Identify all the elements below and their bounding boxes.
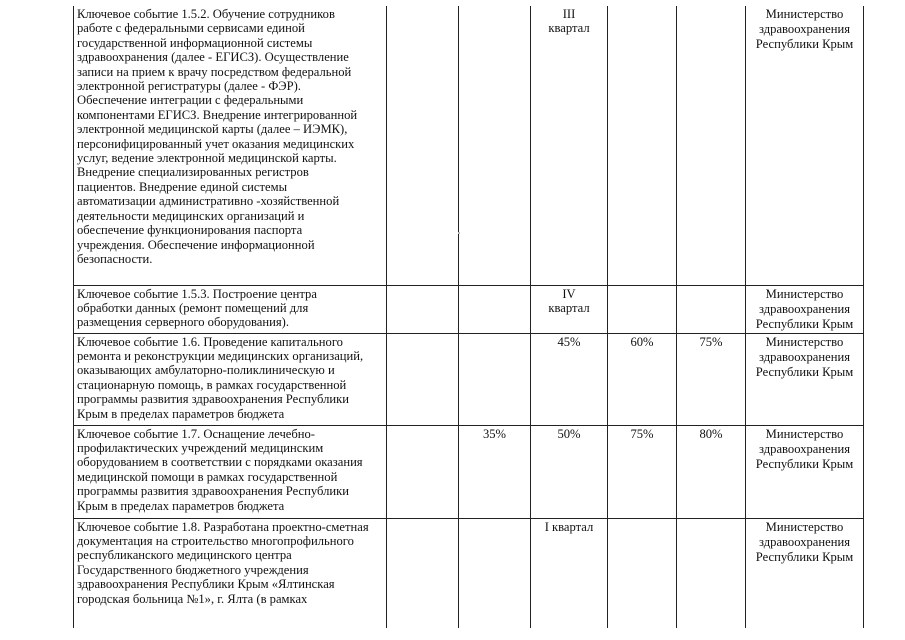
value-cell: III квартал: [531, 6, 608, 285]
table-row: [74, 285, 864, 333]
value-cell: 75%: [608, 425, 677, 518]
value-cell: [387, 518, 459, 628]
event-description: Ключевое событие 1.8. Разработана проектно-сметная документация на строительство многопрофильного республиканского медицинского центра Государственного бюджетного учреждения здравоохранения Республики Крым «Ялтинская городская больница №1», г. Ялта (в рамках: [74, 518, 387, 628]
event-description: Ключевое событие 1.5.2. Обучение сотрудников работе с федеральными сервисами единой государственной информационной системы здравоохранения (далее - ЕГИСЗ). Осуществление записи на прием к врачу посредством федеральной электронной регистратуры (далее - ФЭР). Обеспечение интеграции с федеральными компонентами ЕГИСЗ. Внедрение интегрированной электронной медицинской карты (далее – ИЭМК), персонифицированный учет оказания медицинских услуг, ведение электронной медицинской карты. Внедрение специализированных регистров пациентов. Внедрение единой системы автоматизации административно -хозяйственной деятельности медицинских организаций и обеспечение функционирования паспорта учреждения. Обеспечение информационной безопасности.: [74, 6, 387, 285]
value-cell: 80%: [677, 425, 746, 518]
value-cell: I квартал: [531, 518, 608, 628]
value-cell: [608, 6, 677, 285]
value-cell: [387, 333, 459, 425]
events-table: [73, 6, 864, 628]
executor-cell: Министерство здравоохранения Республики Крым: [746, 285, 864, 333]
value-cell: IV квартал: [531, 285, 608, 333]
value-cell: [677, 518, 746, 628]
value-cell: 45%: [531, 333, 608, 425]
value-cell: 75%: [677, 333, 746, 425]
event-description: Ключевое событие 1.7. Оснащение лечебно- профилактических учреждений медицинским оборудованием в соответствии с порядками оказания медицинской помощи в рамках государственной программы развития здравоохранения Республики Крым в пределах параметров бюджета: [74, 425, 387, 518]
value-cell: [387, 285, 459, 333]
value-cell: [677, 6, 746, 285]
scan-speck: [458, 232, 460, 234]
value-cell: 60%: [608, 333, 677, 425]
value-cell: [608, 518, 677, 628]
value-cell: 50%: [531, 425, 608, 518]
value-cell: [387, 6, 459, 285]
value-cell: [387, 425, 459, 518]
value-cell: [459, 285, 531, 333]
value-cell: [459, 6, 531, 285]
value-cell: [459, 333, 531, 425]
value-cell: [608, 285, 677, 333]
value-cell: 35%: [459, 425, 531, 518]
value-cell: [677, 285, 746, 333]
event-description: Ключевое событие 1.5.3. Построение центра обработки данных (ремонт помещений для размещения серверного оборудования).: [74, 285, 387, 333]
table-row: [74, 333, 864, 425]
value-cell: [459, 518, 531, 628]
table-row: [74, 425, 864, 518]
executor-cell: Министерство здравоохранения Республики Крым: [746, 333, 864, 425]
table-row: [74, 518, 864, 628]
event-description: Ключевое событие 1.6. Проведение капитального ремонта и реконструкции медицинских организаций, оказывающих амбулаторно-поликлиническую и стационарную помощь, в рамках государственной программы развития здравоохранения Республики Крым в пределах параметров бюджета: [74, 333, 387, 425]
executor-cell: Министерство здравоохранения Республики Крым: [746, 425, 864, 518]
table-row: [74, 6, 864, 285]
executor-cell: Министерство здравоохранения Республики Крым: [746, 518, 864, 628]
executor-cell: Министерство здравоохранения Республики Крым: [746, 6, 864, 285]
